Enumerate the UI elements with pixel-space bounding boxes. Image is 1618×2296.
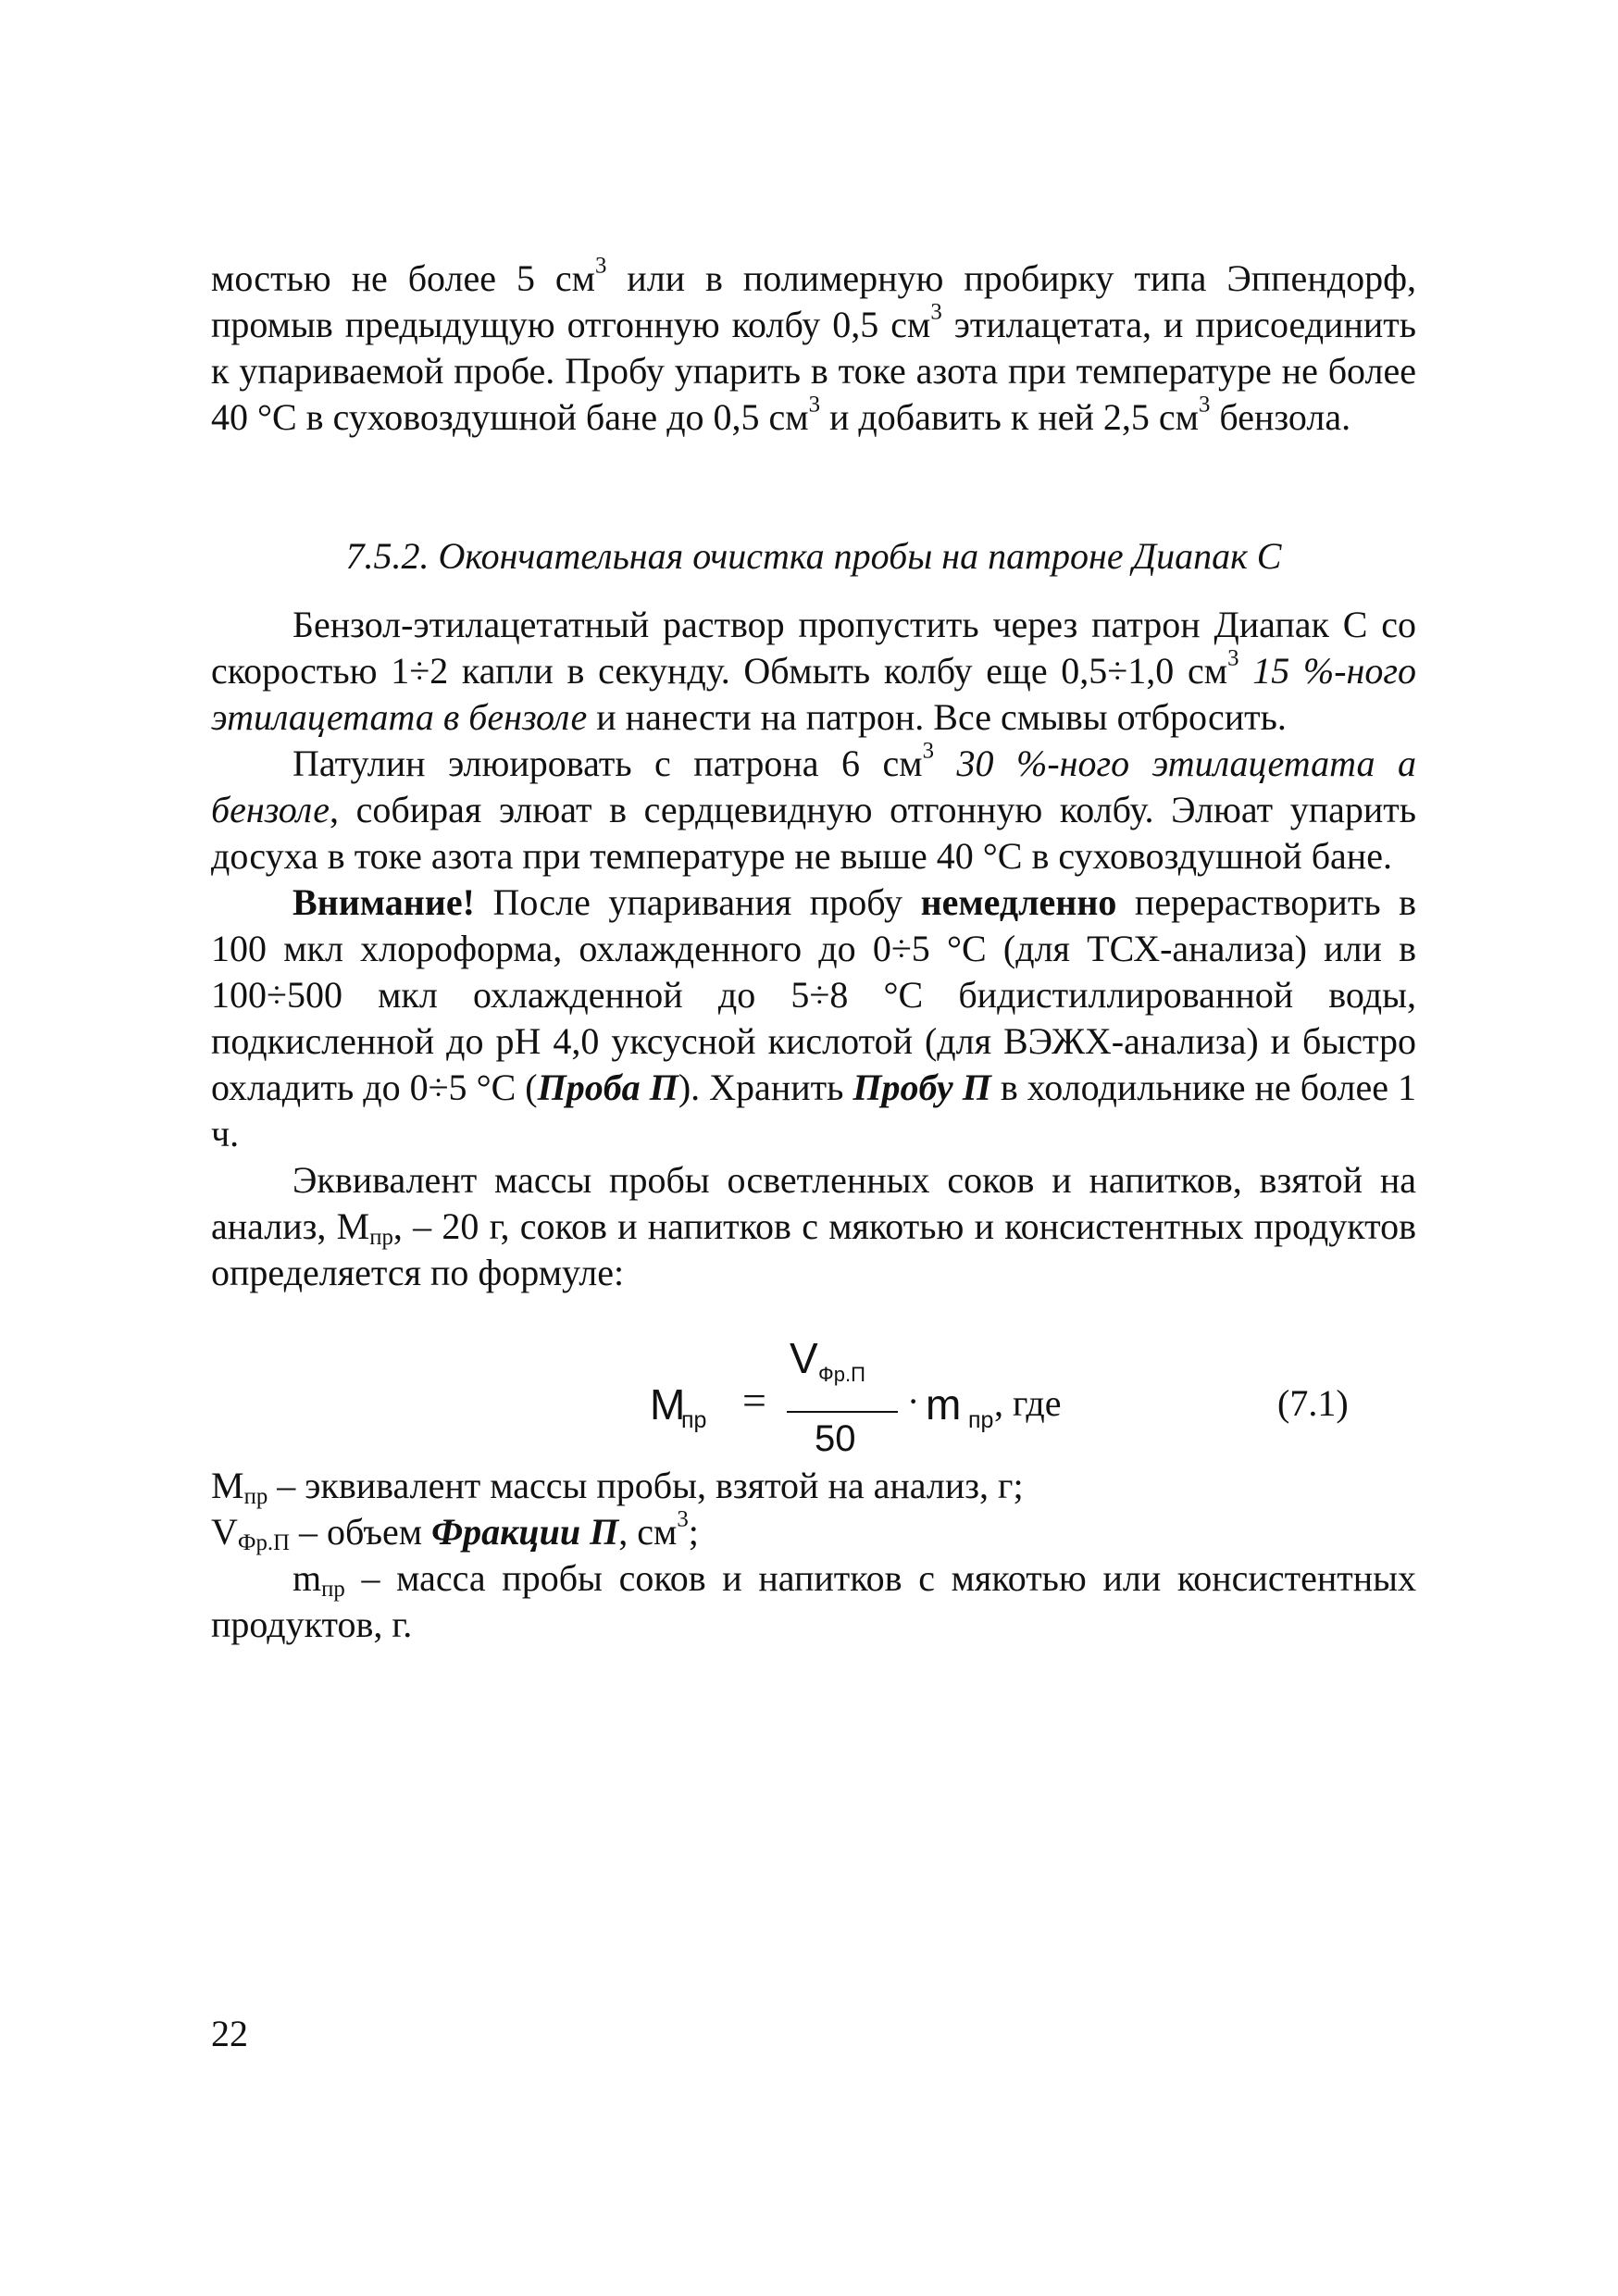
definition-line bbox=[211, 1463, 1416, 1509]
italic-run: 15 %-ного этилацетата в бензоле bbox=[211, 650, 1417, 738]
superscript: 3 bbox=[930, 299, 942, 325]
formula-definitions bbox=[211, 1463, 1416, 1648]
text-run: , см bbox=[618, 1511, 678, 1553]
formula-dot: · bbox=[907, 1380, 920, 1422]
symbol: М bbox=[211, 1465, 244, 1506]
text-run: После упаривания пробу bbox=[474, 881, 921, 923]
paragraph bbox=[211, 602, 1416, 741]
bold-run: немедленно bbox=[920, 881, 1117, 923]
text-run: бензола. bbox=[1210, 396, 1351, 438]
text-run: этилацетата, и присоединить к упариваемой пробе. Пробу упарить в токе азота при температуре не более 40 °С в суховоздушной бане до 0,5 см bbox=[211, 304, 1417, 438]
definition-line bbox=[211, 1506, 1416, 1556]
bold-run: Внимание! bbox=[292, 881, 475, 923]
text-run: – объем bbox=[290, 1511, 432, 1553]
section-body bbox=[211, 602, 1416, 1296]
symbol: m bbox=[292, 1557, 322, 1599]
superscript: 3 bbox=[677, 1506, 689, 1532]
italic-run: 30 %-ного этилацетата а бензоле bbox=[211, 742, 1416, 830]
fraction-bar bbox=[787, 1411, 898, 1413]
bold-italic-run: Проба П bbox=[537, 1067, 678, 1108]
formula-number: (7.1) bbox=[1277, 1382, 1349, 1424]
superscript: 3 bbox=[594, 253, 607, 279]
text-run: и добавить к ней 2,5 см bbox=[820, 396, 1199, 438]
subscript: пр bbox=[321, 1577, 345, 1603]
paragraph bbox=[211, 1157, 1416, 1296]
superscript: 3 bbox=[1227, 645, 1239, 671]
formula-where: , где bbox=[994, 1382, 1062, 1424]
text-run: Бензол-этилацетатный раствор пропустить через патрон Диапак С со скоростью 1÷2 капли в секунду. Обмыть колбу еще 0,5÷1,0 см bbox=[211, 604, 1416, 692]
formula-lhs-subscript: пр bbox=[681, 1407, 707, 1433]
section-heading: 7.5.2. Окончательная очистка пробы на патроне Диапак С bbox=[345, 535, 1282, 577]
text-run: , собирая элюат в сердцевидную отгонную колбу. Элюат упарить досуха в токе азота при температуре не выше 40 °С в суховоздушной бане. bbox=[211, 789, 1416, 877]
paragraph bbox=[211, 738, 1416, 880]
definition-line bbox=[211, 1555, 1416, 1648]
paragraph-warning bbox=[211, 880, 1416, 1157]
bold-italic-run: Пробу П bbox=[853, 1067, 991, 1108]
text-run: или в полимерную пробирку типа Эппендорф, промыв предыдущую отгонную колбу 0,5 см bbox=[211, 257, 1416, 345]
paragraph-continuation bbox=[211, 253, 1417, 441]
text-run: ; bbox=[688, 1511, 699, 1553]
subscript: пр bbox=[369, 1225, 393, 1251]
page-number: 22 bbox=[211, 2013, 248, 2054]
text-run: и нанести на патрон. Все смывы отбросить. bbox=[587, 696, 1287, 738]
formula-equals: = bbox=[742, 1377, 766, 1424]
text-run: , – 20 г, соков и напитков с мякотью и консистентных продуктов определяется по формуле: bbox=[211, 1205, 1417, 1293]
bold-italic-run: Фракции П bbox=[431, 1511, 619, 1553]
formula-numerator: V bbox=[790, 1334, 818, 1382]
symbol: V bbox=[211, 1511, 238, 1553]
text-run: – эквивалент массы пробы, взятой на анализ, г; bbox=[268, 1465, 1024, 1506]
subscript: Фр.П bbox=[237, 1530, 290, 1556]
superscript: 3 bbox=[1198, 392, 1211, 418]
superscript: 3 bbox=[922, 738, 935, 764]
formula-numerator-subscript: Фр.П bbox=[818, 1363, 865, 1386]
formula-m: m bbox=[926, 1380, 962, 1429]
formula bbox=[211, 1334, 1416, 1466]
text-run: в холодильнике не более 1 ч. bbox=[211, 1067, 1417, 1154]
text-run: ). Хранить bbox=[678, 1067, 853, 1108]
text-run: мостью не более 5 см bbox=[211, 257, 595, 299]
text-run: перерастворить в 100 мкл хлороформа, охлажденного до 0÷5 °С (для ТСХ-анализа) или в 100÷500 мкл охлажденной до 5÷8 °С бидистиллированной воды, подкисленной до рН 4,0 уксусной кислотой (для ВЭЖХ-анализа) и быстро охладить до 0÷5 °С ( bbox=[211, 881, 1416, 1108]
superscript: 3 bbox=[808, 392, 821, 418]
formula-denominator: 50 bbox=[815, 1418, 856, 1459]
formula-m-subscript: пр bbox=[968, 1407, 994, 1433]
formula-lhs: M bbox=[650, 1380, 686, 1429]
text-run: Эквивалент массы пробы осветленных соков и напитков, взятой на анализ, М bbox=[211, 1159, 1416, 1247]
text-run: – масса пробы соков и напитков с мякотью или консистентных продуктов, г. bbox=[211, 1557, 1416, 1645]
text-run: Патулин элюировать с патрона 6 см bbox=[292, 742, 923, 784]
subscript: пр bbox=[243, 1484, 268, 1510]
